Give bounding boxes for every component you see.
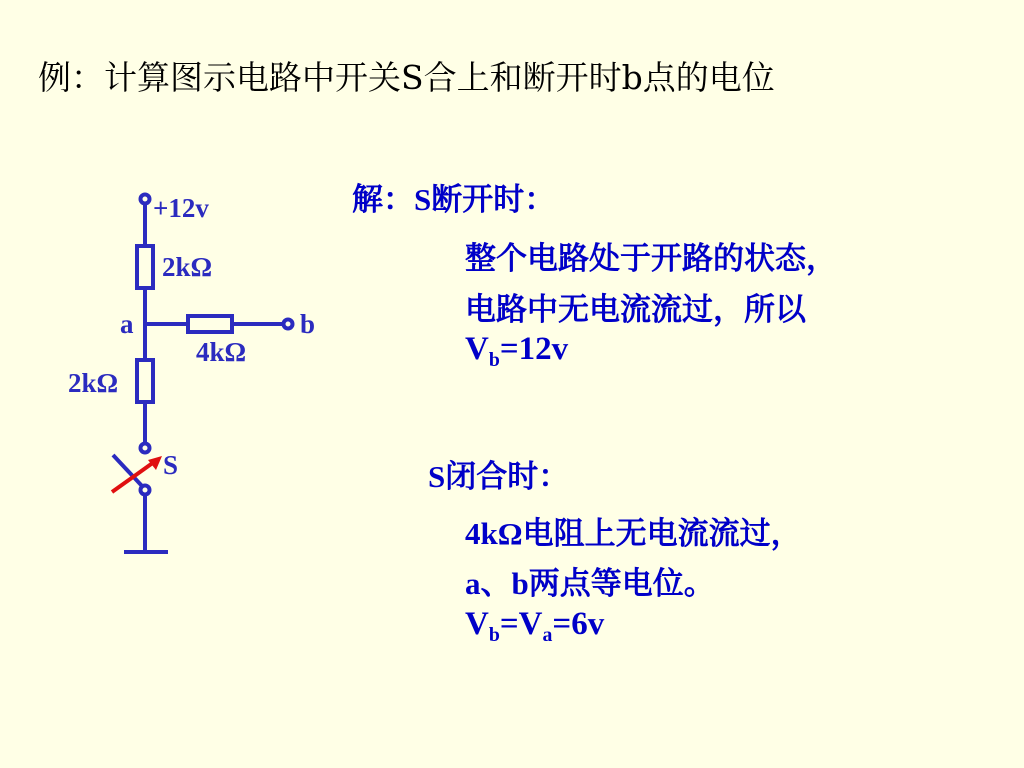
resistor-top <box>137 246 153 288</box>
closed-result-rest: =6v <box>552 606 605 642</box>
resistor-top-label: 2kΩ <box>162 252 213 282</box>
open-heading-suffix: 断开时： <box>431 182 556 218</box>
resistor-branch <box>188 316 232 332</box>
supply-label: +12v <box>153 193 209 223</box>
resistor-bottom <box>137 360 153 402</box>
closed-line-2-cjk: 两点等电位。 <box>528 566 715 602</box>
open-result-v: V <box>465 331 489 367</box>
switch-label: S <box>163 450 179 480</box>
closed-result-sub1: b <box>488 623 500 646</box>
open-line-1: 整个电路处于开路的状态， <box>465 241 837 277</box>
resistor-bottom-label: 2kΩ <box>68 368 119 398</box>
closed-line-2 <box>465 558 715 603</box>
node-b-terminal <box>284 320 293 329</box>
open-heading <box>352 174 555 219</box>
closed-result-eq: =V <box>499 606 543 642</box>
open-result-sub: b <box>488 348 500 371</box>
open-heading-s: S <box>414 182 432 217</box>
closed-line-1-cjk: 电阻上无电流流过， <box>522 516 802 552</box>
closed-line-1-latin: 4kΩ <box>465 516 523 551</box>
closed-line-2-a: a <box>465 566 481 601</box>
closed-line-2-mid: 、 <box>480 566 512 602</box>
closed-result-sub2: a <box>542 623 553 646</box>
switch-terminal-top <box>141 444 150 453</box>
node-a-label: a <box>120 309 134 339</box>
closed-line-1 <box>465 508 802 553</box>
open-line-2: 电路中无电流流过，所以 <box>465 292 806 328</box>
closed-heading-s: S <box>428 459 446 494</box>
supply-terminal <box>141 195 150 204</box>
open-result <box>465 331 568 372</box>
node-b-label: b <box>300 309 316 339</box>
open-heading-prefix: 解： <box>352 182 414 218</box>
closed-result-v1: V <box>465 606 489 642</box>
closed-result <box>465 606 604 647</box>
closed-line-2-b: b <box>511 566 529 601</box>
closed-heading-suffix: 闭合时： <box>445 459 570 495</box>
switch-terminal-bottom <box>141 486 150 495</box>
resistor-branch-label: 4kΩ <box>196 337 247 367</box>
open-result-rest: =12v <box>499 331 569 367</box>
page-title: 例：计算图示电路中开关S合上和断开时b点的电位 <box>38 58 775 97</box>
closed-heading <box>428 451 569 496</box>
